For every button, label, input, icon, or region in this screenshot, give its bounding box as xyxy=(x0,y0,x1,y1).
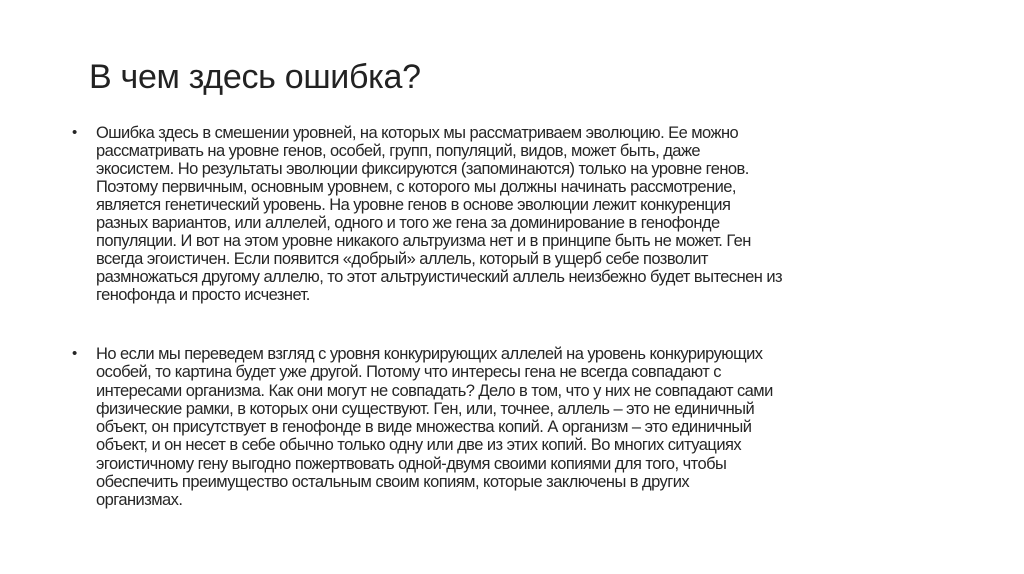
bullet-text xyxy=(96,345,773,510)
text-line: Но если мы переведем взгляд с уровня конкурирующих аллелей на уровень конкурирующих xyxy=(96,345,763,363)
text-line: объект, и он несет в себе обычно только одну или две из этих копий. Во многих ситуациях xyxy=(96,436,742,455)
text-line: особей, то картина будет уже другой. Потому что интересы гена не всегда совпадают с xyxy=(96,363,722,382)
text-line: генофонда и просто исчезнет. xyxy=(96,286,310,304)
text-line: является генетический уровень. На уровне генов в основе эволюции лежит конкуренция xyxy=(96,196,731,214)
text-line: рассматривать на уровне генов, особей, групп, популяций, видов, может быть, даже xyxy=(96,142,701,160)
bullet-icon: • xyxy=(72,124,78,141)
text-line: популяции. И вот на этом уровне никакого альтруизма нет и в принципе быть не может. Ген xyxy=(96,232,751,250)
text-line: объект, он присутствует в генофонде в виде множества копий. А организм – это единичный xyxy=(96,418,752,437)
text-line: размножаться другому аллелю, то этот альтруистический аллель неизбежно будет вытеснен из xyxy=(96,268,783,286)
text-line: экосистем. Но результаты эволюции фиксируются (запоминаются) только на уровне генов. xyxy=(96,160,749,178)
text-line: интересами организма. Как они могут не совпадать? Дело в том, что у них не совпадают сами xyxy=(96,381,773,400)
text-line: всегда эгоистичен. Если появится «добрый» аллель, который в ущерб себе позволит xyxy=(96,250,708,268)
text-line: организмах. xyxy=(96,491,183,510)
bullet-text xyxy=(96,124,782,304)
text-line: Поэтому первичным, основным уровнем, с которого мы должны начинать рассмотрение, xyxy=(96,178,736,196)
bullet-icon: • xyxy=(72,345,78,362)
text-line: разных вариантов, или аллелей, одного и того же гена за доминирование в генофонде xyxy=(96,214,720,232)
slide-title: В чем здесь ошибка? xyxy=(89,58,421,96)
text-line: физические рамки, в которых они существуют. Ген, или, точнее, аллель – это не единичный xyxy=(96,399,755,418)
text-line: эгоистичному гену выгодно пожертвовать одной-двумя своими копиями для того, чтобы xyxy=(96,454,727,473)
text-line: Ошибка здесь в смешении уровней, на которых мы рассматриваем эволюцию. Ее можно xyxy=(96,124,739,142)
text-line: обеспечить преимущество остальным своим копиям, которые заключены в других xyxy=(96,473,690,492)
